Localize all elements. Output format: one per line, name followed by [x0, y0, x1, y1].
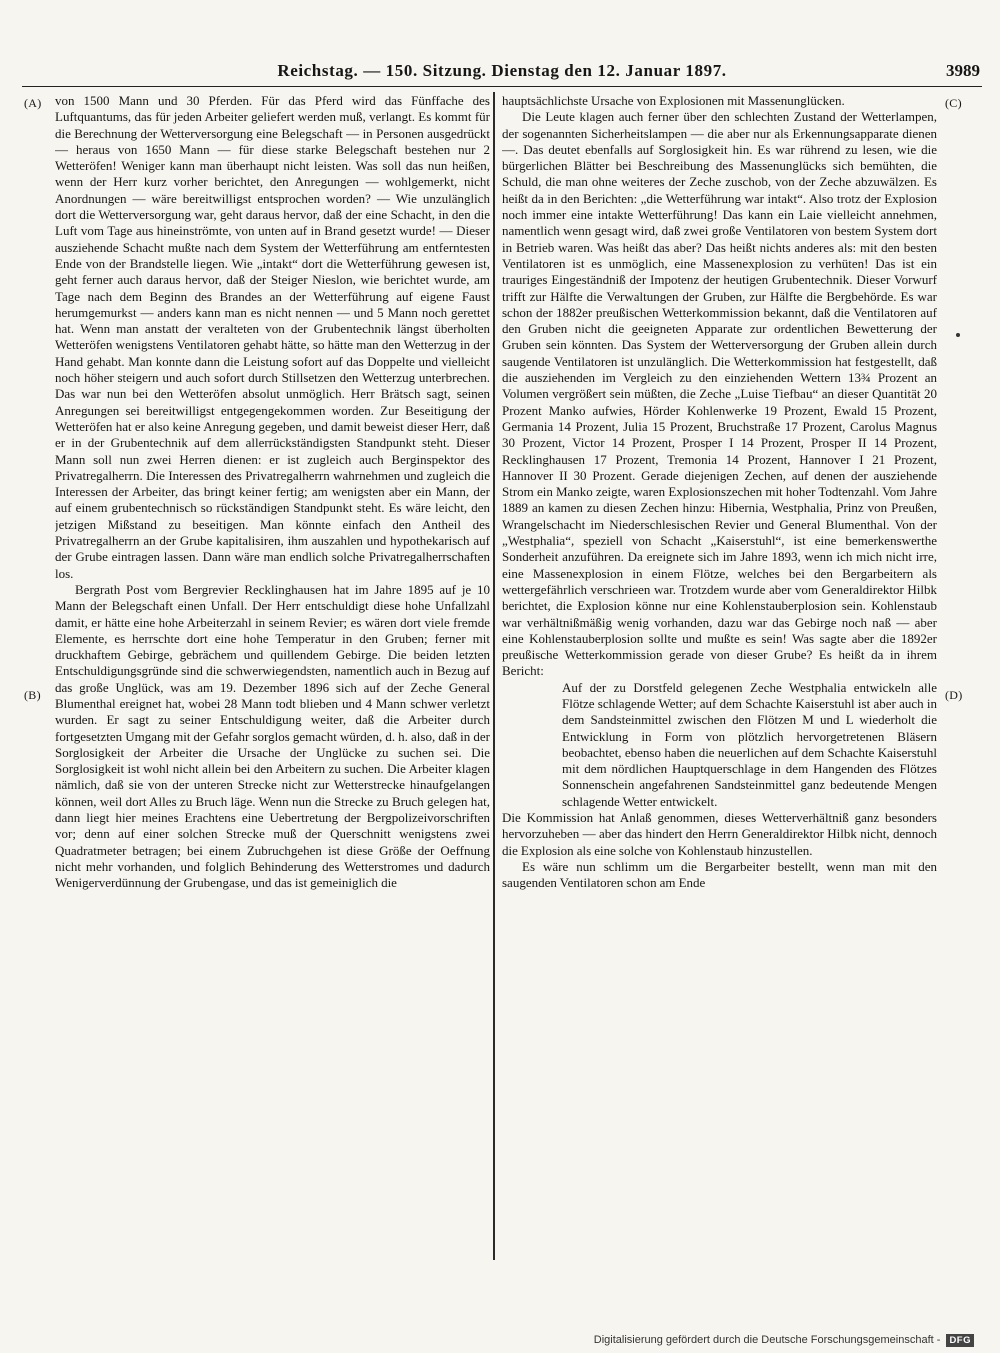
- block-quote: Auf der zu Dorstfeld gelegenen Zeche Westphalia entwickeln alle Flötze schlagende Wetter; auf dem Schachte Kaiserstuhl ist aber auch in dem Sandsteinmittel zwischen den Flötzen M und L wiederholt die Entwicklung in Form von plötzlich hervorgetretenen Bläsern beobachtet, ebenso haben die neuerlichen auf dem Schachte Kaiserstuhl mit dem nördlichen Hauptquerschlage in dem Hangenden des Flötzes Sonnenschein angefahrenen Sandsteinmittel ganz bedeutende Mengen schlagende Wetter entwickelt.: [562, 679, 937, 809]
- paragraph: Die Kommission hat Anlaß genommen, dieses Wetterverhältniß ganz besonders hervorzuheben — aber das hindert den Herrn Generaldirektor Hilbk nicht, dennoch die Explosion als eine solche von Kohlenstaub hinzustellen.: [502, 810, 937, 858]
- paragraph: Es wäre nun schlimm um die Bergarbeiter bestellt, wenn man mit den saugenden Ventilatoren schon am Ende: [502, 858, 937, 891]
- paragraph: Bergrath Post vom Bergrevier Recklinghausen hat im Jahre 1895 auf je 10 Mann der Belegschaft einen Unfall. Der Herr entschuldigt diese hohe Unfallzahl damit, er hätte eine hohe Arbeiterzahl in seinem Revier; es wären dort viele fremde Elemente, es herrschte dort eine hohe Temperatur in den Gruben; ferner mit druckhaftem Gebirge, gebrächem und quillendem Gebirge. Die beiden letzten Entschuldigungsgründe sind die schwerwiegendsten, namentlich auch in Bezug auf das große Unglück, was am 19. Dezember 1896 sich auf der Zeche General Blumenthal ereignet hat, wobei 28 Mann todt blieben und 4 Mann schwer verletzt wurden. Er sagt zu seiner Entschuldigung weiter, daß die Arbeiter durch fortgesetzten Umgang mit der Gefahr sorglos gemacht würden, d. h. also, daß in der Sorglosigkeit der Arbeiter die Ursache der Unglücke zu suchen sei. Die Sorglosigkeit ist wohl nicht allein bei den Arbeitern zu suchen. Die Arbeiter klagen nämlich, daß sie von der unteren Strecke nicht zur Wetterstrecke hinaufgelangen können, weil dort Alles zu Bruch läge. Wenn nun die Strecke zu Bruch gelegen hat, dann liegt hier meines Erachtens eine Uebertretung der Bergpolizeivorschriften vor; denn auf einer solchen Strecke muß der Querschnitt wenigstens zwei Quadratmeter betragen; bei einem Zubruchgehen ist diese Größe der Oeffnung nicht mehr vorhanden, und folglich Behinderung des Wetterstromes und dadurch Wenigerverdünnung der Grubengase, und das ist gemeiniglich die: [55, 581, 490, 891]
- margin-marker-a: (A): [24, 96, 42, 110]
- margin-dot: [956, 333, 960, 337]
- digitization-footer: [594, 1332, 974, 1348]
- margin-marker-b: (B): [24, 688, 41, 702]
- margin-marker-d: (D): [945, 688, 963, 702]
- left-column: [55, 93, 490, 1256]
- paragraph: von 1500 Mann und 30 Pferden. Für das Pferd wird das Fünffache des Luftquantums, das für jeden Arbeiter geliefert werden muß, verlangt. Es kommt für die Berechnung der Wetterversorgung eine Belegschaft — in Personen ausgedrückt — heraus von 1650 Mann — für diese starke Belegschaft bestehen nur 2 Wetteröfen! Weniger kann man überhaupt nicht leisten. Was soll das nun heißen, wenn der Herr kurz vorher berichtet, den Anregungen — wohlgemerkt, nicht Anordnungen — wäre bereitwilligst entsprochen worden? — Wie unzulänglich dort die Wetterversorgung war, geht daraus hervor, daß der eine Schacht, in den die Luft vom Tage aus hineinströmte, von unten auf in Brand gesetzt wurde! — Dieser ausziehende Schacht mußte nach dem System der Wetterführung am entferntesten Ende von der Brandstelle liegen. Wie „intakt“ dort die Wetterführung gewesen ist, geht ferner auch daraus hervor, daß der Steiger Nieslon, wie berichtet wurde, am Tage nach dem Beginn des Brandes an der Wetterführung auf eigene Faust herumgemurkst — anders kann man es nicht nennen — und 5 Mann noch gerettet hat. Wenn man anstatt der veralteten von der Grubentechnik längst überholten Wetteröfen wenigstens Ventilatoren gehabt hätte, so hätte man den Wetterzug in der Hand gehabt. Man konnte dann die Leistung sofort auf das Doppelte und vielleicht noch höher steigern und auch sofort durch Stillsetzen den Wetterzug unterbrechen. Das war nun bei den Wetteröfen absolut unmöglich. Herr Brätsch sagt, seinen Anregungen sei bereitwilligst entgegengekommen worden. Zur Beseitigung der Wetteröfen hat er also keine Anregung gegeben, und damit beweist dieser Herr, daß er in der Grubentechnik auf dem allerrückständigsten Standpunkt steht. Dieser Mann soll nun zwei Herren dienen: er ist zugleich auch Berginspektor des Privatregalherrn. Die Interessen des Privatregalherrn wahrnehmen und zugleich die Interessen der Arbeiter, das bringt keiner fertig; am wenigsten aber ein Mann, der auf einem grubentechnisch so rückständigen Standpunkt steht. Es wäre leicht, den jetzigen Mißstand zu beseitigen. Man könnte einfach den Antheil des Privatregalherrn an der Grube kapitalisiren, ihm auszahlen und hypothekarisch auf der Grube eintragen lassen. Dann wäre man endlich solche Privatregalherrschaften los.: [55, 93, 490, 581]
- footer-text: Digitalisierung gefördert durch die Deutsche Forschungsgemeinschaft -: [593, 1334, 941, 1346]
- right-column: [502, 93, 937, 1256]
- paragraph: hauptsächlichste Ursache von Explosionen mit Massenunglücken.: [502, 93, 845, 108]
- page-number: 3989: [946, 61, 980, 80]
- dfg-logo: DFG: [946, 1334, 974, 1347]
- running-title: Reichstag. — 150. Sitzung. Dienstag den 12. Januar 1897.: [277, 61, 727, 80]
- paragraph: Die Leute klagen auch ferner über den schlechten Zustand der Wetterlampen, der sogenannten Sicherheitslampen — die aber nur als Erkennungsapparate dienen —. Das deutet ebenfalls auf Sorglosigkeit hin. Es war rührend zu lesen, wie die bürgerlichen Blätter bei Beschreibung des Massenunglücks sich bemühten, die Schuld, die man ohne weiteres der Zeche zuschob, von der Zeche abzuwälzen. Es heißt da in den Berichten: „die Wetterführung war intakt“. Also trotz der Explosion noch immer eine intakte Wetterführung! Das kann ein Laie vielleicht annehmen, namentlich wenn gesagt wird, daß zwei große Ventilatoren von bestem System dort in Betrieb waren. Was heißt das aber? Das heißt nichts anderes als: mit den besten Ventilatoren ist es unmöglich, eine Massenexplosion zu verhüten! Das ist ein trauriges Eingeständniß der Impotenz der heutigen Grubentechnik. Dieser Vorwurf trifft zur Hälfte die Verwaltungen der Gruben, zur Hälfte die Bergbehörde. Es war schon der 1882er preußischen Wetterkommission bekannt, daß die Ventilatoren auf den Gruben nicht die geeigneten Apparate zur ordentlichen Bewetterung der Gruben sein könnten. Das System der Wetterversorgung der Gruben allein durch saugende Ventilatoren ist unzulänglich. Die Wetterkommission hat festgestellt, daß die ausziehenden im Vergleich zu den einziehenden Wettern 13¾ Prozent an Volumen vergrößert sein müßten, die Zeche „Luise Tiefbau“ an dieser Quantität 20 Prozent Manko aufwies, Hörder Kohlenwerke 19 Prozent, Ewald 15 Prozent, Germania 14 Prozent, Julia 15 Prozent, Bruchstraße 17 Prozent, Carolus Magnus 30 Prozent, Victor 14 Prozent, Prosper I 14 Prozent, Prosper II 14 Prozent, Recklinghausen 17 Prozent, Tremonia 14 Prozent, Hannover I 21 Prozent, Hannover II 30 Prozent. Gerade diejenigen Zechen, auf denen der ausziehende Strom ein Manko zeigte, waren Explosionszechen mit hoher Todtenzahl. Vom Jahre 1889 an kamen zu diesen Zechen hinzu: Hibernia, Westphalia, Prinz von Preußen, Wrangelschacht im Niederschlesischen Revier und General Blumenthal. Von der „Westphalia“, speziell von Schacht „Kaiserstuhl“, ist eine bemerkenswerthe Sonderheit anzuführen. Da ereignete sich im Jahre 1893, wenn ich mich nicht irre, eine Massenexplosion in einem Flötze, welches bei den Bergarbeitern als wettergefährlich verschrieen war. Trotzdem wurde aber vom Generaldirektor Hilbk berichtet, die Explosion könne nur eine Kohlenstauberplosion sein. Kohlenstaub war verhältnißmäßig wenig vorhanden, dazu war das Gebirge noch naß — aber eine Kohlenstauberplosion sollte und mußte es sein! Was sagte aber die 1892er preußische Wetterkommission gerade von dieser Grube? Es heißt da in ihrem Bericht:: [502, 109, 937, 679]
- column-divider: [493, 92, 495, 1260]
- page-header: [22, 60, 982, 87]
- margin-marker-c: (C): [945, 96, 962, 110]
